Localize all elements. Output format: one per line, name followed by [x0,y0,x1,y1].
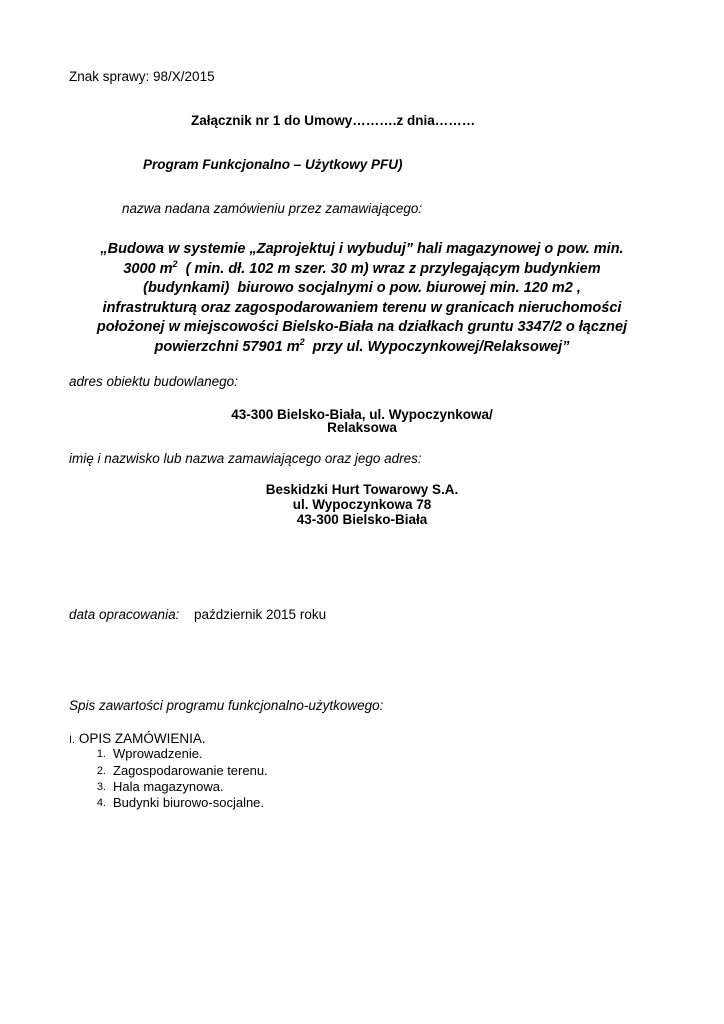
superscript: 2 [172,258,178,269]
attachment-heading: Załącznik nr 1 do Umowy……….z dnia……… [191,113,476,128]
toc-item-label: Zagospodarowanie terenu. [113,763,268,778]
order-title-fragment: ( min. dł. 102 m szer. 30 m) wraz z przylegającym budynkiem [177,260,601,277]
investor-street: ul. Wypoczynkowa 78 [292,497,432,512]
order-title-line [60,260,664,280]
toc-item-number: 2. [96,765,106,777]
toc-section-title: OPIS ZAMÓWIENIA. [75,731,206,746]
order-title-fragment: 3000 m [123,260,173,277]
order-title-line: (budynkami) biurowo socjalnymi o pow. biurowej min. 120 m2 , [143,280,581,296]
order-title-line: infrastrukturą oraz zagospodarowaniem terenu w granicach nieruchomości [102,299,622,316]
toc-item-label: Hala magazynowa. [113,779,224,794]
toc-item-number: 1. [96,748,106,760]
investor-city: 43-300 Bielsko-Biała [296,512,428,527]
case-number: Znak sprawy: 98/X/2015 [69,69,215,84]
date-label: data opracowania: [69,607,180,622]
order-title-line: położonej w miejscowości Bielsko-Biała na działkach gruntu 3347/2 o łącznej [96,319,628,335]
toc-item-label: Wprowadzenie. [113,746,203,761]
toc-item-label: Budynki biurowo-socjalne. [113,795,265,810]
address-label: adres obiektu budowlanego: [69,374,238,389]
order-title-fragment: powierzchni 57901 m [154,338,300,355]
toc-section-numeral: I. [69,734,76,746]
program-title: Program Funkcjonalno – Użytkowy PFU) [143,157,403,172]
toc-item-number: 3. [96,781,106,793]
order-title-line [60,338,664,358]
investor-label: imię i nazwisko lub nazwa zamawiającego oraz jego adres: [69,451,422,466]
order-name-label: nazwa nadana zamówieniu przez zamawiającego: [122,201,423,216]
investor-name: Beskidzki Hurt Towarowy S.A. [265,482,459,497]
toc-item-number: 4. [96,797,106,809]
address-line: 43-300 Bielsko-Biała, ul. Wypoczynkowa/ [231,407,493,422]
superscript: 2 [299,336,305,347]
date-value: październik 2015 roku [194,607,327,622]
order-title-line: „Budowa w systemie „Zaprojektuj i wybuduj” hali magazynowej o pow. min. [100,241,624,257]
address-line: Relaksowa [327,420,397,435]
order-title [60,240,664,357]
order-title-fragment: przy ul. Wypoczynkowej/Relaksowej” [304,338,570,355]
toc-label: Spis zawartości programu funkcjonalno-użytkowego: [69,698,384,713]
